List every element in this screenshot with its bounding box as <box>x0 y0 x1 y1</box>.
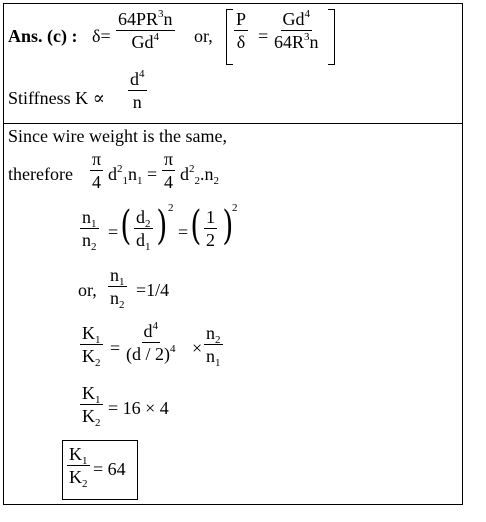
answer-label: Ans. (c) : <box>8 26 78 46</box>
fraction-numerator: $64PR^3n$ <box>118 8 173 29</box>
or-text: or, <box>78 280 97 300</box>
fraction-denominator: n <box>132 92 142 112</box>
sixteen-times-four: = 16 × 4 <box>108 398 169 418</box>
fraction-denominator: 2 <box>206 230 215 250</box>
fraction-denominator: $d_1$ <box>136 230 151 253</box>
fraction-64PR3n-over-Gd4 <box>116 10 175 51</box>
fraction-Gd4-over-64R3n <box>272 10 321 51</box>
quarter-value: =1/4 <box>136 280 170 300</box>
equals-sign: = <box>110 338 121 358</box>
fraction-numerator: 1 <box>206 207 215 227</box>
fraction-numerator: $K_1$ <box>82 383 101 406</box>
fraction-pi-over-4 <box>90 150 103 191</box>
left-paren: ( <box>120 203 132 249</box>
fraction-denominator: 4 <box>164 172 174 192</box>
fraction-denominator: Gd$^4$ <box>131 31 160 52</box>
fraction-n1-over-n2-b <box>108 265 127 311</box>
left-paren: ( <box>190 203 202 249</box>
d1sq-n1: $d^2_1n_1$ = <box>108 163 158 187</box>
fraction-n1-over-n2 <box>80 207 99 253</box>
right-bracket <box>328 9 335 65</box>
intro-text: Since wire weight is the same, <box>8 126 227 146</box>
equals-sign: = <box>258 26 269 46</box>
or-text: or, <box>194 26 213 46</box>
fraction-n2-over-n1 <box>204 323 223 369</box>
times-sign: × <box>192 338 203 358</box>
fraction-P-over-delta <box>234 10 248 51</box>
fraction-numerator: $d^4$ <box>130 68 145 89</box>
delta-symbol: δ= <box>92 26 111 46</box>
right-paren: ) <box>222 203 234 249</box>
fraction-denominator: $n_2$ <box>110 288 125 311</box>
fraction-d4-over-d2-4 <box>124 322 178 363</box>
fraction-denominator: $K_2$ <box>82 346 101 369</box>
fraction-K1-over-K2-b <box>80 383 103 429</box>
solution-box <box>3 123 463 505</box>
fraction-denominator: δ <box>236 32 246 52</box>
therefore-text: therefore <box>8 164 73 184</box>
exponent: 2 <box>232 202 238 214</box>
fraction-numerator: π <box>164 149 174 169</box>
fraction-denominator: $64R^3n$ <box>274 31 319 52</box>
fraction-denominator: $n_2$ <box>82 230 97 253</box>
answer-box <box>3 3 463 124</box>
exponent: 2 <box>168 202 174 214</box>
fraction-1-over-2 <box>204 208 217 249</box>
fraction-d2-over-d1 <box>134 207 153 253</box>
equals-sign: = <box>178 222 189 242</box>
fraction-denominator: $n_1$ <box>206 346 221 369</box>
stiffness-label: Stiffness K ∝ <box>8 88 105 108</box>
result-box <box>62 440 138 500</box>
fraction-numerator: $n_1$ <box>82 207 97 230</box>
fraction-numerator: $K_1$ <box>82 323 101 346</box>
fraction-K1-over-K2-c <box>67 444 90 490</box>
fraction-numerator: P <box>236 9 247 29</box>
fraction-numerator: $d_2$ <box>136 207 151 230</box>
fraction-numerator: $n_1$ <box>110 265 125 288</box>
result-value: = 64 <box>93 459 126 479</box>
fraction-numerator: $d^4$ <box>143 320 158 341</box>
fraction-denominator: $K_2$ <box>69 467 88 490</box>
fraction-denominator: $K_2$ <box>82 406 101 429</box>
fraction-numerator: $n_2$ <box>206 323 221 346</box>
fraction-numerator: $K_1$ <box>69 444 88 467</box>
left-bracket <box>226 9 233 65</box>
right-paren: ) <box>156 203 168 249</box>
d2sq-n2: $d^2_2.n_2$ <box>180 163 219 187</box>
fraction-numerator: Gd$^4$ <box>282 8 310 29</box>
fraction-pi-over-4-b <box>162 150 175 191</box>
fraction-denominator: 4 <box>92 172 102 192</box>
equals-sign: = <box>108 222 119 242</box>
fraction-numerator: π <box>92 149 102 169</box>
fraction-denominator: (d / 2)$^4$ <box>126 343 176 364</box>
fraction-K1-over-K2 <box>80 323 103 369</box>
fraction-d4-over-n <box>128 70 147 111</box>
